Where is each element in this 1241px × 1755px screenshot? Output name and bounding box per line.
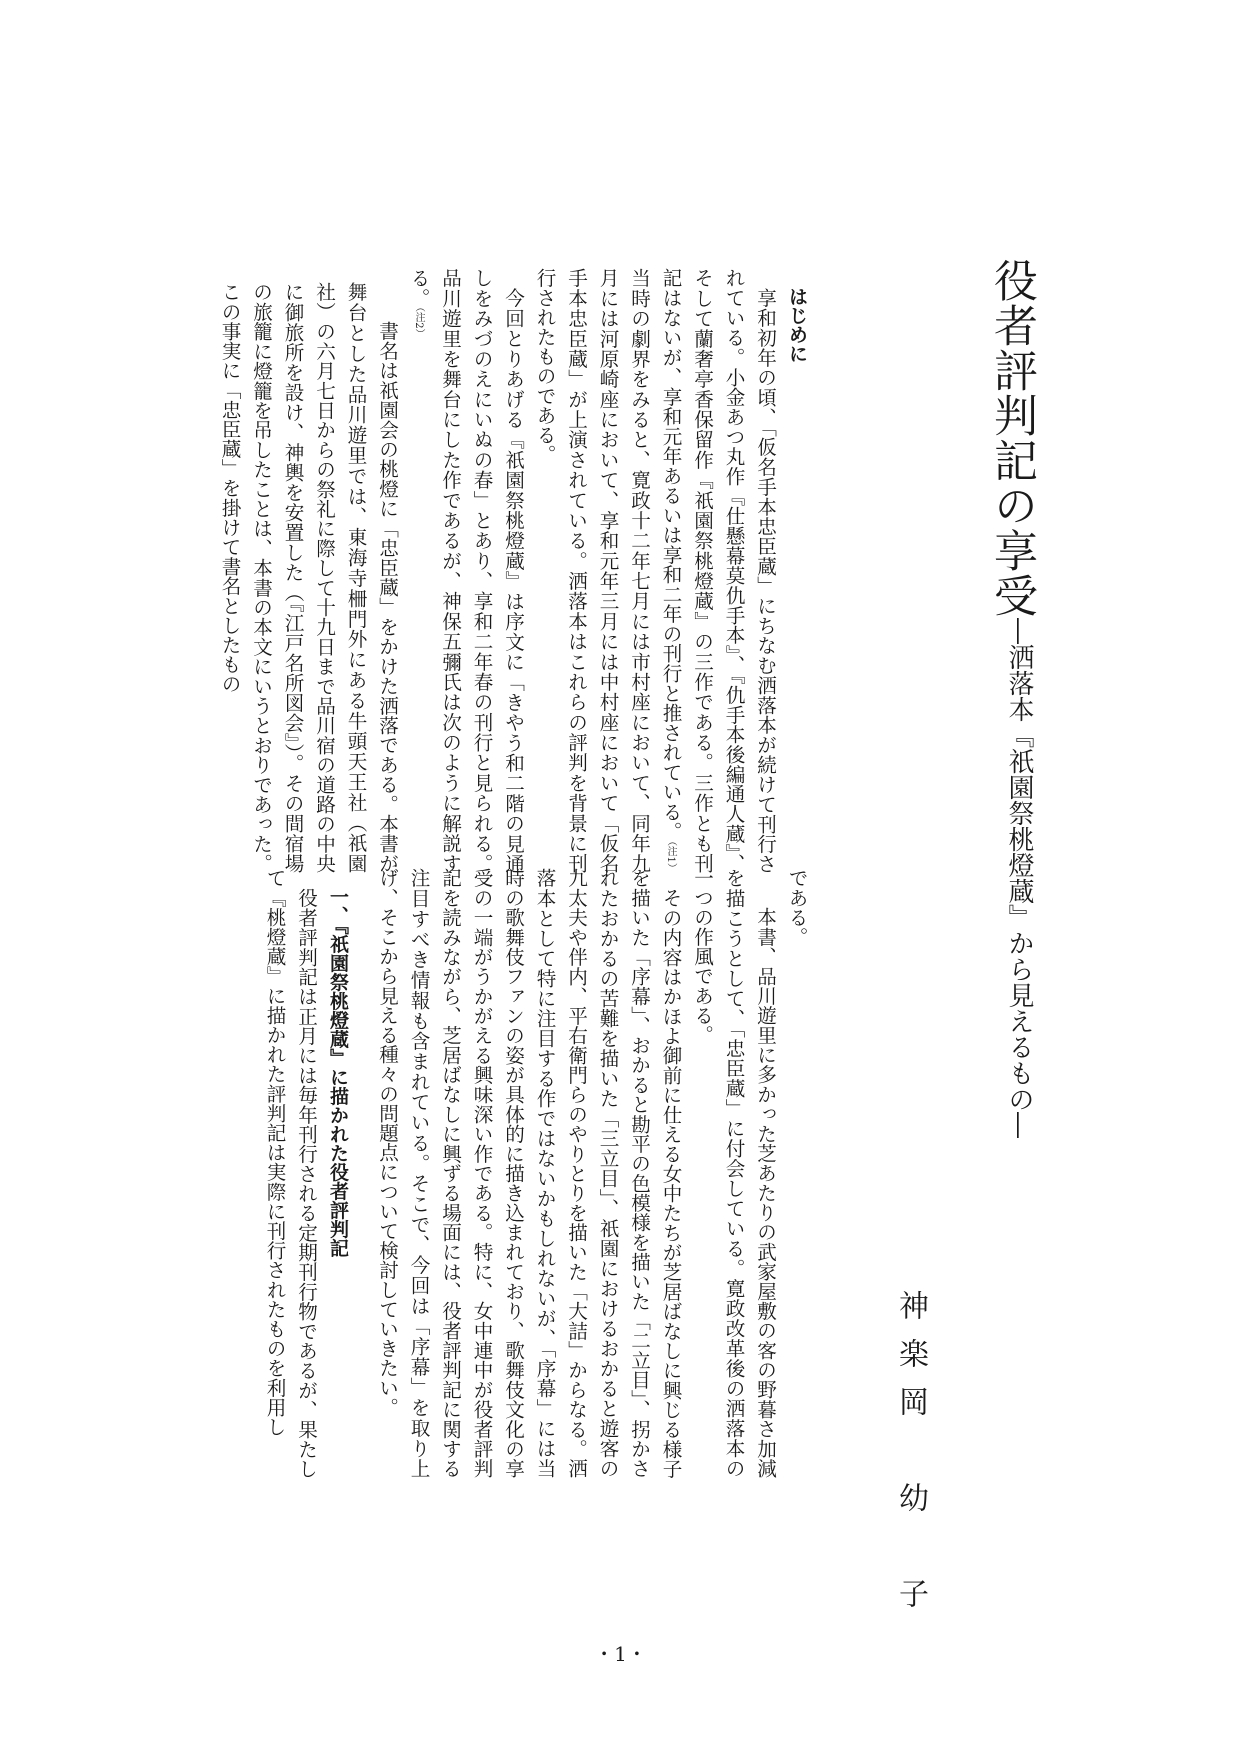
body-text-upper <box>180 268 812 873</box>
page-number: ・1・ <box>594 1642 647 1666</box>
paragraph-text: 享和初年の頃、「仮名手本忠臣蔵」にちなむ洒落本が続けて刊行されている。小金あつ丸作『仕懸幕莫仇手本』、『仇手本後編通人蔵』、そして蘭奢亭香保留作『祇園祭桃燈蔵』の三作である。三作とも刊記はないが、享和元年あるいは享和二年の刊行と推されている。 <box>659 268 777 873</box>
quoted-paragraph: 書名は祇園会の桃燈に「忠臣蔵」をかけた洒落である。本書が舞台とした品川遊里では、東海寺柵門外にある牛頭天王社（祇園社）の六月七日からの祭礼に際して十九日まで品川宿の道路の中央に御旅所を設け、神輿を安置した（『江戸名所図会』）。その間宿場の旅籠に燈籠を吊したことは、本書の本文にいうとおりであった。この事実に「忠臣蔵」を掛けて書名としたもの <box>218 282 399 873</box>
paragraph: 本書、品川遊里に多かった芝あたりの武家屋敷の客の野暮さ加減を描こうとして、「忠臣蔵」に付会している。寛政改革後の洒落本の一つの作風である。 <box>690 868 777 1478</box>
paragraph <box>403 268 529 873</box>
author-name: 神楽岡 幼 子 <box>893 1290 928 1626</box>
title-block <box>955 258 1035 1408</box>
section-heading-intro: はじめに <box>786 287 808 363</box>
quoted-paragraph-continuation: である。 <box>785 868 808 947</box>
paper-subtitle: ―洒落本『祇園祭桃燈蔵』から見えるもの― <box>1004 618 1034 1138</box>
paragraph: その内容はかほよ御前に仕える女中たちが芝居ばなしに興じる様子を描いた「序幕」、おかると勘平の色模様を描いた「二立目」、拐かされたおかるの苦難を描いた「三立目」、祇園におけるおかると遊客の九太夫や伴内、平右衛門らのやりとりを描いた「大詰」からなる。洒落本として特に注目する作ではないかもしれないが、「序幕」には当時の歌舞伎ファンの姿が具体的に描き込まれており、歌舞伎文化の享受の一端がうかがえる興味深い作である。特に、女中連中が役者評判記を読みながら、芝居ばなしに興ずる場面には、役者評判記に関する注目すべき情報も含まれている。そこで、今回は「序幕」を取り上げ、そこから見える種々の問題点について検討していきたい。 <box>375 868 682 1478</box>
body-text-lower <box>180 868 812 1478</box>
paragraph-text: 当時の劇界をみると、寛政十二年七月には市村座において、同年九月には河原崎座において、享和元年三月には中村座において「仮名手本忠臣蔵」が上演されている。洒落本はこれらの評判を背景に刊行されたものである。 <box>533 268 651 873</box>
paper-title: 役者評判記の享受 <box>986 258 1037 618</box>
footnote-marker: （注2） <box>413 307 424 339</box>
footnote-marker: （注1） <box>665 841 676 873</box>
section-heading-one: 一、『祇園祭桃燈蔵』に描かれた役者評判記 <box>327 887 349 1258</box>
paragraph: 役者評判記は正月には毎年刊行される定期刊行物であるが、果たして『桃燈蔵』に描かれた評判記は実際に刊行されたものを利用し <box>263 868 318 1478</box>
paragraph-text: 今回とりあげる『祇園祭桃燈蔵』は序文に「きやう和二階の見通しをみづのえにいぬの春」とあり、享和二年春の刊行と見られる。品川遊里を舞台にした作であるが、神保五彌氏は次のように解説する。 <box>407 268 525 873</box>
paragraph <box>529 268 781 873</box>
